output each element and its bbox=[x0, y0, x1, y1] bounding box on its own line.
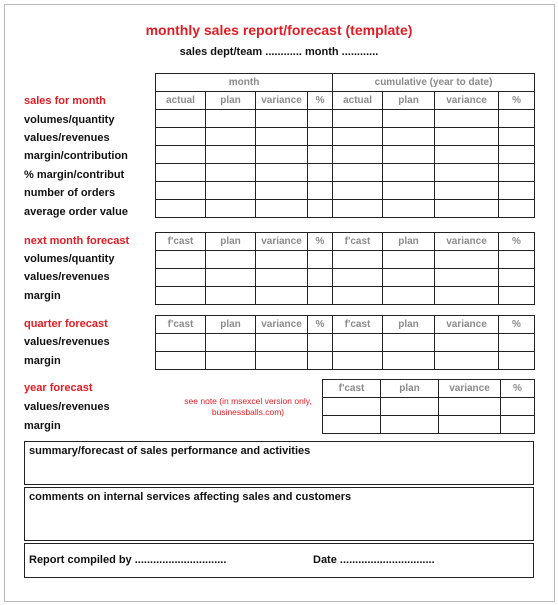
entry-cell[interactable] bbox=[308, 146, 333, 164]
entry-cell[interactable] bbox=[333, 110, 383, 128]
entry-cell[interactable] bbox=[499, 164, 535, 182]
entry-cell[interactable] bbox=[308, 269, 333, 287]
entry-cell[interactable] bbox=[333, 128, 383, 146]
row-label: margin bbox=[24, 290, 61, 302]
entry-cell[interactable] bbox=[439, 398, 501, 416]
group-header-cumulative: cumulative (year to date) bbox=[333, 74, 535, 92]
row-label: average order value bbox=[24, 206, 128, 218]
column-header: plan bbox=[383, 233, 435, 251]
entry-cell[interactable] bbox=[323, 416, 381, 434]
row-label: margin/contribution bbox=[24, 150, 128, 162]
year-forecast-table bbox=[322, 379, 535, 434]
entry-cell[interactable] bbox=[333, 334, 383, 352]
column-header: variance bbox=[256, 92, 308, 110]
entry-cell[interactable] bbox=[256, 352, 308, 370]
summary-label: summary/forecast of sales performance and activities bbox=[29, 445, 311, 457]
sales-for-month-heading: sales for month bbox=[24, 95, 106, 107]
row-label: number of orders bbox=[24, 187, 116, 199]
entry-cell[interactable] bbox=[206, 128, 256, 146]
entry-cell[interactable] bbox=[206, 200, 256, 218]
entry-cell[interactable] bbox=[156, 146, 206, 164]
entry-cell[interactable] bbox=[435, 269, 499, 287]
entry-cell[interactable] bbox=[156, 182, 206, 200]
compiled-by-label: Report compiled by .............................. bbox=[29, 554, 227, 566]
entry-cell[interactable] bbox=[333, 269, 383, 287]
row-label: values/revenues bbox=[24, 401, 110, 413]
entry-cell[interactable] bbox=[308, 128, 333, 146]
column-header: % bbox=[308, 233, 333, 251]
row-label: volumes/quantity bbox=[24, 253, 115, 265]
year-forecast-heading: year forecast bbox=[24, 382, 93, 394]
entry-cell[interactable] bbox=[156, 287, 206, 305]
entry-cell[interactable] bbox=[383, 352, 435, 370]
summary-box[interactable] bbox=[24, 441, 534, 485]
column-header: plan bbox=[383, 92, 435, 110]
entry-cell[interactable] bbox=[435, 164, 499, 182]
entry-cell[interactable] bbox=[206, 287, 256, 305]
page-subtitle: sales dept/team ............ month ............ bbox=[179, 46, 379, 58]
entry-cell[interactable] bbox=[383, 128, 435, 146]
entry-cell[interactable] bbox=[206, 269, 256, 287]
comments-label: comments on internal services affecting sales and customers bbox=[29, 491, 352, 503]
column-header: actual bbox=[156, 92, 206, 110]
entry-cell[interactable] bbox=[256, 110, 308, 128]
entry-cell[interactable] bbox=[256, 251, 308, 269]
column-header: f'cast bbox=[333, 316, 383, 334]
column-header: plan bbox=[206, 233, 256, 251]
column-header: plan bbox=[206, 92, 256, 110]
entry-cell[interactable] bbox=[156, 269, 206, 287]
entry-cell[interactable] bbox=[256, 287, 308, 305]
entry-cell[interactable] bbox=[206, 146, 256, 164]
entry-cell[interactable] bbox=[206, 164, 256, 182]
row-label: volumes/quantity bbox=[24, 114, 115, 126]
entry-cell[interactable] bbox=[499, 287, 535, 305]
entry-cell[interactable] bbox=[435, 287, 499, 305]
entry-cell[interactable] bbox=[435, 146, 499, 164]
entry-cell[interactable] bbox=[333, 200, 383, 218]
entry-cell[interactable] bbox=[383, 200, 435, 218]
entry-cell[interactable] bbox=[323, 398, 381, 416]
entry-cell[interactable] bbox=[308, 182, 333, 200]
row-label: margin bbox=[24, 355, 61, 367]
entry-cell[interactable] bbox=[499, 269, 535, 287]
entry-cell[interactable] bbox=[381, 398, 439, 416]
entry-cell[interactable] bbox=[156, 352, 206, 370]
column-header: % bbox=[499, 233, 535, 251]
table-row bbox=[156, 251, 535, 269]
table-row bbox=[156, 334, 535, 352]
entry-cell[interactable] bbox=[435, 352, 499, 370]
entry-cell[interactable] bbox=[435, 200, 499, 218]
entry-cell[interactable] bbox=[333, 146, 383, 164]
entry-cell[interactable] bbox=[499, 334, 535, 352]
quarter-forecast-heading: quarter forecast bbox=[24, 318, 108, 330]
entry-cell[interactable] bbox=[383, 164, 435, 182]
entry-cell[interactable] bbox=[333, 352, 383, 370]
table-row bbox=[156, 128, 535, 146]
entry-cell[interactable] bbox=[256, 164, 308, 182]
row-label: values/revenues bbox=[24, 132, 110, 144]
row-label: values/revenues bbox=[24, 336, 110, 348]
entry-cell[interactable] bbox=[256, 128, 308, 146]
group-header-month: month bbox=[156, 74, 333, 92]
entry-cell[interactable] bbox=[499, 128, 535, 146]
entry-cell[interactable] bbox=[256, 200, 308, 218]
table-row bbox=[156, 287, 535, 305]
entry-cell[interactable] bbox=[256, 182, 308, 200]
entry-cell[interactable] bbox=[383, 251, 435, 269]
column-header: % bbox=[501, 380, 535, 398]
column-header: % bbox=[308, 316, 333, 334]
entry-cell[interactable] bbox=[308, 352, 333, 370]
next-month-forecast-table bbox=[155, 232, 535, 305]
entry-cell[interactable] bbox=[439, 416, 501, 434]
entry-cell[interactable] bbox=[435, 334, 499, 352]
entry-cell[interactable] bbox=[206, 110, 256, 128]
entry-cell[interactable] bbox=[333, 164, 383, 182]
entry-cell[interactable] bbox=[156, 110, 206, 128]
entry-cell[interactable] bbox=[206, 334, 256, 352]
next-month-forecast-heading: next month forecast bbox=[24, 235, 130, 247]
entry-cell[interactable] bbox=[206, 352, 256, 370]
row-label: values/revenues bbox=[24, 271, 110, 283]
table-row bbox=[156, 110, 535, 128]
entry-cell[interactable] bbox=[499, 251, 535, 269]
entry-cell[interactable] bbox=[308, 110, 333, 128]
entry-cell[interactable] bbox=[435, 251, 499, 269]
column-header: % bbox=[499, 92, 535, 110]
comments-box[interactable] bbox=[24, 487, 534, 541]
table-row bbox=[156, 269, 535, 287]
column-header: actual bbox=[333, 92, 383, 110]
entry-cell[interactable] bbox=[435, 110, 499, 128]
page-title: monthly sales report/forecast (template) bbox=[145, 22, 413, 38]
entry-cell[interactable] bbox=[156, 200, 206, 218]
column-header: variance bbox=[435, 233, 499, 251]
table-row bbox=[323, 416, 535, 434]
column-header: plan bbox=[206, 316, 256, 334]
entry-cell[interactable] bbox=[499, 110, 535, 128]
entry-cell[interactable] bbox=[499, 182, 535, 200]
entry-cell[interactable] bbox=[333, 251, 383, 269]
column-header: f'cast bbox=[323, 380, 381, 398]
table-row bbox=[156, 182, 535, 200]
column-header: variance bbox=[439, 380, 501, 398]
column-header: variance bbox=[256, 316, 308, 334]
column-header: variance bbox=[435, 92, 499, 110]
entry-cell[interactable] bbox=[383, 146, 435, 164]
entry-cell[interactable] bbox=[383, 182, 435, 200]
table-row bbox=[156, 146, 535, 164]
excel-note: see note (in msexcel version only, businessballs.com) bbox=[184, 396, 312, 417]
entry-cell[interactable] bbox=[206, 182, 256, 200]
entry-cell[interactable] bbox=[156, 251, 206, 269]
entry-cell[interactable] bbox=[501, 416, 535, 434]
entry-cell[interactable] bbox=[333, 287, 383, 305]
table-row bbox=[323, 398, 535, 416]
entry-cell[interactable] bbox=[256, 334, 308, 352]
column-header: f'cast bbox=[333, 233, 383, 251]
entry-cell[interactable] bbox=[308, 334, 333, 352]
date-label: Date ............................... bbox=[313, 554, 435, 566]
entry-cell[interactable] bbox=[308, 200, 333, 218]
entry-cell[interactable] bbox=[435, 128, 499, 146]
column-header: variance bbox=[435, 316, 499, 334]
entry-cell[interactable] bbox=[156, 128, 206, 146]
entry-cell[interactable] bbox=[383, 287, 435, 305]
quarter-forecast-table bbox=[155, 315, 535, 370]
column-header: f'cast bbox=[156, 316, 206, 334]
entry-cell[interactable] bbox=[156, 164, 206, 182]
entry-cell[interactable] bbox=[499, 200, 535, 218]
entry-cell[interactable] bbox=[383, 334, 435, 352]
entry-cell[interactable] bbox=[381, 416, 439, 434]
entry-cell[interactable] bbox=[435, 182, 499, 200]
compiled-by-box[interactable] bbox=[24, 543, 534, 578]
entry-cell[interactable] bbox=[308, 287, 333, 305]
entry-cell[interactable] bbox=[308, 251, 333, 269]
column-header: plan bbox=[381, 380, 439, 398]
entry-cell[interactable] bbox=[501, 398, 535, 416]
row-label: margin bbox=[24, 420, 61, 432]
table-row bbox=[156, 352, 535, 370]
column-header: plan bbox=[383, 316, 435, 334]
entry-cell[interactable] bbox=[206, 251, 256, 269]
entry-cell[interactable] bbox=[156, 334, 206, 352]
column-header: variance bbox=[256, 233, 308, 251]
entry-cell[interactable] bbox=[333, 182, 383, 200]
entry-cell[interactable] bbox=[383, 269, 435, 287]
column-header: % bbox=[308, 92, 333, 110]
column-header: f'cast bbox=[156, 233, 206, 251]
sales-for-month-table bbox=[155, 73, 535, 218]
table-row bbox=[156, 164, 535, 182]
row-label: % margin/contribut bbox=[24, 169, 125, 181]
entry-cell[interactable] bbox=[256, 269, 308, 287]
entry-cell[interactable] bbox=[383, 110, 435, 128]
entry-cell[interactable] bbox=[499, 352, 535, 370]
entry-cell[interactable] bbox=[499, 146, 535, 164]
column-header: % bbox=[499, 316, 535, 334]
entry-cell[interactable] bbox=[256, 146, 308, 164]
entry-cell[interactable] bbox=[308, 164, 333, 182]
table-row bbox=[156, 200, 535, 218]
